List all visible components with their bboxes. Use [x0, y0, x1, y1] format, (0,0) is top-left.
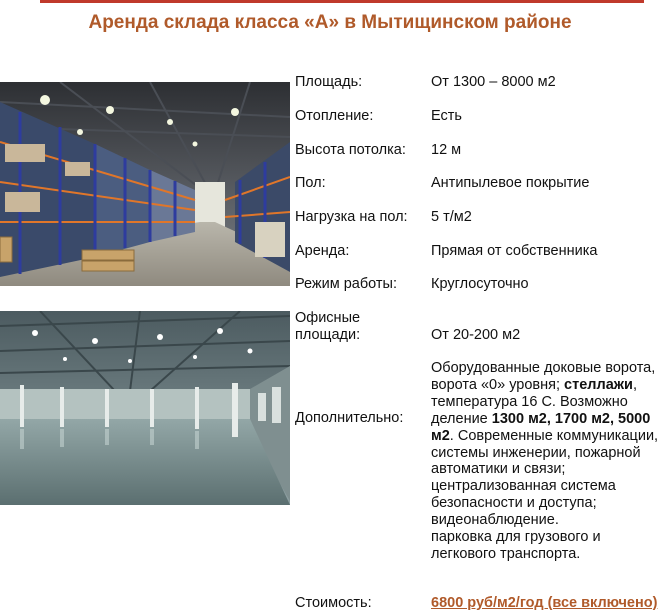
spec-value-lease: Прямая от собственника	[431, 243, 598, 259]
spec-value-heating: Есть	[431, 108, 462, 124]
spec-label-floor-load: Нагрузка на пол:	[295, 209, 408, 225]
spec-value-additional: Оборудованные доковые ворота, ворота «0» уровня; стеллажи, температура 16 С. Возможно деление 1300 м2, 1700 м2, 5000 м2. Современные коммуникации, системы инженерии, пожарной автоматики и связи; централизованная система безопасности и доступа; видеонаблюдение. парковка для грузового и легкового транспорта.	[431, 360, 659, 562]
spec-value-ceiling-height: 12 м	[431, 142, 462, 158]
spec-label-office-space: Офисные площади:	[295, 310, 361, 343]
page-title: Аренда склада класса «А» в Мытищинском районе	[88, 12, 572, 33]
spec-label-cost: Стоимость:	[295, 595, 372, 611]
warehouse-racks-photo	[0, 82, 290, 286]
spec-label-working-hours: Режим работы:	[295, 276, 398, 292]
empty-warehouse-hall-photo	[0, 311, 290, 505]
spec-value-office-space: От 20-200 м2	[431, 327, 521, 343]
spec-label-floor: Пол:	[295, 175, 326, 191]
emphasis-division: 1300 м2, 1700 м2, 5000 м2	[431, 410, 651, 444]
price-value: 6800 руб/м2/год (все включено)	[431, 595, 658, 611]
spec-value-floor: Антипылевое покрытие	[431, 175, 590, 191]
spec-label-area: Площадь:	[295, 74, 363, 90]
spec-value-floor-load: 5 т/м2	[431, 209, 472, 225]
spec-label-additional: Дополнительно:	[295, 410, 404, 426]
spec-value-working-hours: Круглосуточно	[431, 276, 529, 292]
spec-label-ceiling-height: Высота потолка:	[295, 142, 406, 158]
spec-value-area: От 1300 – 8000 м2	[431, 74, 556, 90]
top-accent-rule	[40, 0, 644, 3]
spec-label-heating: Отопление:	[295, 108, 374, 124]
spec-label-lease: Аренда:	[295, 243, 350, 259]
emphasis-racks: стеллажи	[564, 376, 633, 393]
